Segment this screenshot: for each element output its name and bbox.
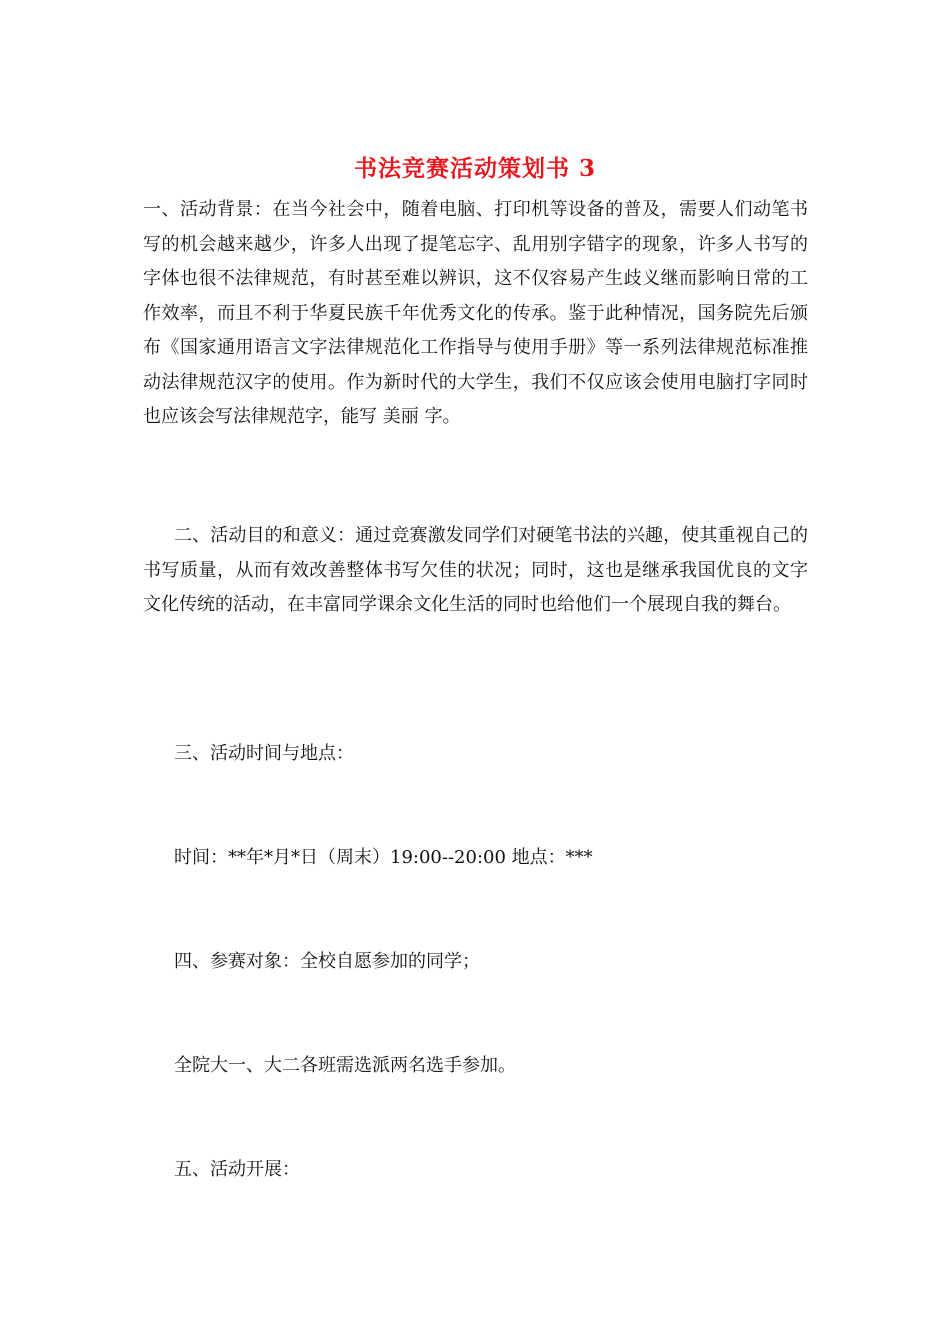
- section-background-paragraph: 一、活动背景：在当今社会中，随着电脑、打印机等设备的普及，需要人们动笔书写的机会越来越少，许多人出现了提笔忘字、乱用别字错字的现象，许多人书写的字体也很不法律规范，有时甚至难以辨识，这不仅容易产生歧义继而影响日常的工作效率，而且不利于华夏民族千年优秀文化的传承。鉴于此种情况，国务院先后颁布《国家通用语言文字法律规范化工作指导与使用手册》等一系列法律规范标准推动法律规范汉字的使用。作为新时代的大学生，我们不仅应该会使用电脑打字同时也应该会写法律规范字，能写 美丽 字。: [143, 199, 808, 427]
- document-title: 书法竞赛活动策划书 3: [353, 155, 596, 182]
- section-participants-heading: 四、参赛对象：全校自愿参加的同学；: [174, 951, 480, 972]
- section-activity-heading: 五、活动开展：: [174, 1159, 300, 1180]
- section-time-place-heading: 三、活动时间与地点：: [174, 743, 354, 764]
- section-purpose-paragraph: 二、活动目的和意义：通过竞赛激发同学们对硬笔书法的兴趣，使其重视自己的书写质量，从而有效改善整体书写欠佳的状况；同时，这也是继承我国优良的文字文化传统的活动，在丰富同学课余文化生活的同时也给他们一个展现自我的舞台。: [143, 525, 808, 615]
- participants-detail: 全院大一、大二各班需选派两名选手参加。: [174, 1055, 516, 1076]
- time-place-detail: 时间：**年*月*日（周末）19:00--20:00 地点：***: [174, 847, 593, 868]
